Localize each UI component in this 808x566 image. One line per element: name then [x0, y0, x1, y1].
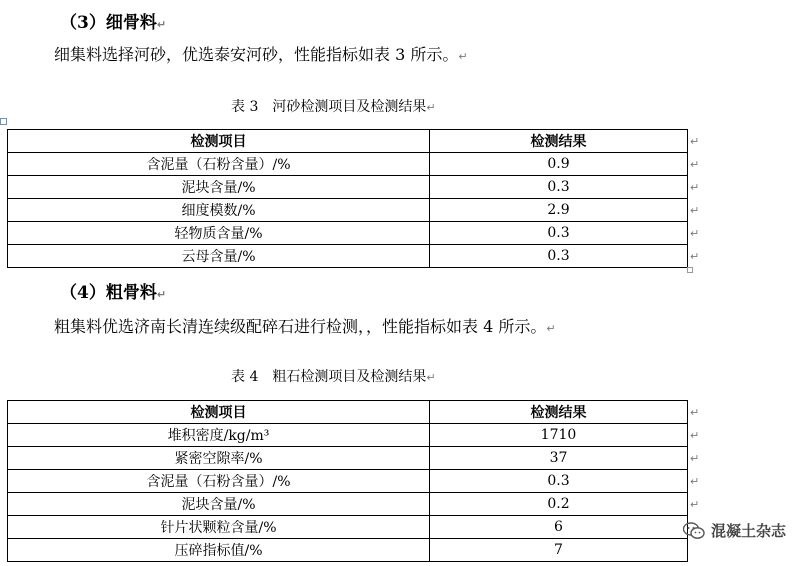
row-end-mark: ↵ [690, 475, 700, 488]
table3 [7, 129, 688, 268]
header-test-result: 检测结果 [430, 130, 688, 153]
test-result-cell: 0.3 [430, 222, 688, 245]
table-row [8, 245, 688, 268]
test-result-cell: 7 [430, 539, 688, 562]
test-item-cell: 轻物质含量/% [8, 222, 430, 245]
wechat-icon [683, 522, 705, 540]
paragraph-mark: ↵ [426, 101, 436, 114]
table4 [7, 400, 688, 562]
table-resize-handle[interactable] [687, 267, 693, 273]
paragraph-mark: ↵ [156, 288, 167, 301]
table-row [8, 222, 688, 245]
table-header-row [8, 130, 688, 153]
test-result-cell: 6 [430, 516, 688, 539]
fine-aggregate-heading: （3）细骨料 [60, 13, 157, 33]
row-end-mark: ↵ [690, 158, 700, 171]
row-end-mark: ↵ [690, 135, 700, 148]
table-move-handle[interactable] [0, 118, 7, 125]
wechat-watermark [683, 520, 786, 541]
test-result-cell: 0.3 [430, 245, 688, 268]
test-item-cell: 泥块含量/% [8, 493, 430, 516]
test-item-cell: 云母含量/% [8, 245, 430, 268]
watermark-text: 混凝土杂志 [710, 522, 786, 540]
paragraph-mark: ↵ [426, 371, 436, 384]
table3-caption: 表 3 河砂检测项目及检测结果 [231, 99, 427, 115]
table-header-row [8, 401, 688, 424]
test-item-cell: 细度模数/% [8, 199, 430, 222]
test-result-cell: 1710 [430, 424, 688, 447]
test-item-cell: 压碎指标值/% [8, 539, 430, 562]
header-test-result: 检测结果 [430, 401, 688, 424]
test-item-cell: 泥块含量/% [8, 176, 430, 199]
test-result-cell: 0.3 [430, 176, 688, 199]
table-row [8, 424, 688, 447]
test-result-cell: 37 [430, 447, 688, 470]
test-item-cell: 含泥量（石粉含量）/% [8, 470, 430, 493]
row-end-mark: ↵ [690, 204, 700, 217]
table4-caption: 表 4 粗石检测项目及检测结果 [231, 369, 427, 385]
test-item-cell: 紧密空隙率/% [8, 447, 430, 470]
table-row [8, 447, 688, 470]
table-row [8, 516, 688, 539]
paragraph-mark: ↵ [546, 322, 556, 335]
row-end-mark: ↵ [690, 181, 700, 194]
row-end-mark: ↵ [690, 429, 700, 442]
paragraph-mark: ↵ [156, 18, 167, 31]
test-item-cell: 堆积密度/kg/m³ [8, 424, 430, 447]
table-row [8, 199, 688, 222]
test-result-cell: 2.9 [430, 199, 688, 222]
row-end-mark: ↵ [690, 227, 700, 240]
test-item-cell: 针片状颗粒含量/% [8, 516, 430, 539]
test-item-cell: 含泥量（石粉含量）/% [8, 153, 430, 176]
table-row [8, 493, 688, 516]
coarse-aggregate-paragraph: 粗集料优选济南长清连续级配碎石进行检测，，性能指标如表 4 所示。 [54, 317, 547, 336]
row-end-mark: ↵ [690, 250, 700, 263]
table-row [8, 470, 688, 493]
coarse-aggregate-heading: （4）粗骨料 [60, 283, 157, 303]
row-end-mark: ↵ [690, 452, 700, 465]
table-row [8, 153, 688, 176]
fine-aggregate-paragraph: 细集料选择河砂，优选泰安河砂，性能指标如表 3 所示。 [54, 45, 459, 64]
test-result-cell: 0.3 [430, 470, 688, 493]
test-result-cell: 0.2 [430, 493, 688, 516]
test-result-cell: 0.9 [430, 153, 688, 176]
header-test-item: 检测项目 [8, 130, 430, 153]
row-end-mark: ↵ [690, 406, 700, 419]
header-test-item: 检测项目 [8, 401, 430, 424]
paragraph-mark: ↵ [458, 50, 468, 63]
table-row [8, 539, 688, 562]
row-end-mark: ↵ [690, 498, 700, 511]
table-row [8, 176, 688, 199]
